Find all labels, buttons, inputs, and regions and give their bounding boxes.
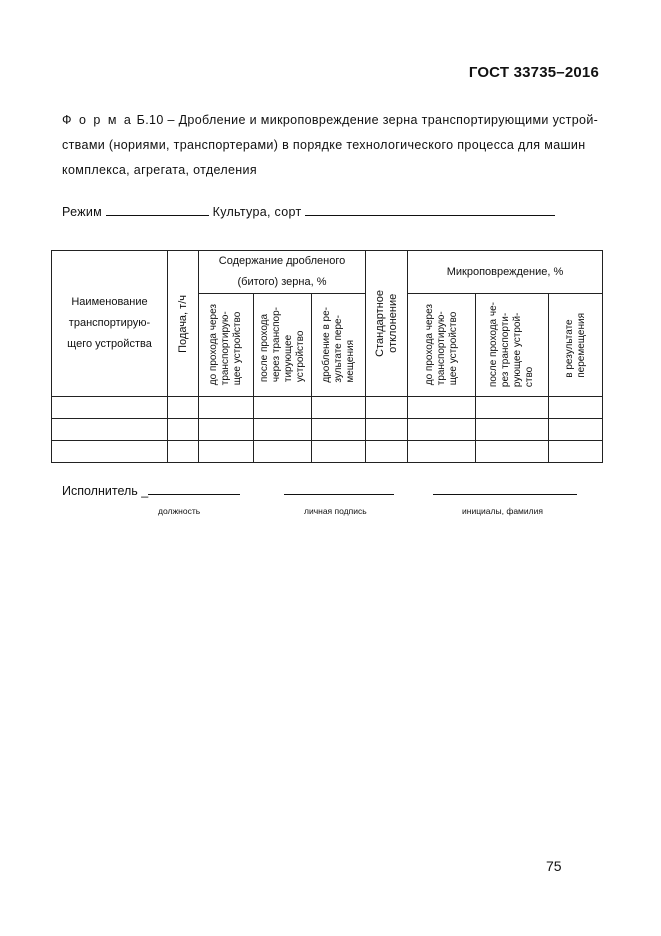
table-cell[interactable] — [254, 441, 312, 463]
culture-blank[interactable] — [305, 203, 555, 216]
signature-caption: личная подпись — [304, 506, 367, 516]
col-header-crushed-movement: дробление в ре- зультате пере- мещения — [312, 294, 366, 397]
culture-label: Культура, сорт — [212, 205, 302, 219]
form-table — [51, 250, 603, 463]
page-number: 75 — [546, 858, 562, 874]
table-cell[interactable] — [476, 419, 549, 441]
table-cell[interactable] — [549, 397, 603, 419]
table-cell[interactable] — [52, 419, 168, 441]
table-cell[interactable] — [476, 397, 549, 419]
col-header-feed: Подача, т/ч — [168, 251, 199, 397]
table-cell[interactable] — [366, 397, 408, 419]
executor-label: Исполнитель _ — [62, 484, 149, 498]
table-cell[interactable] — [254, 397, 312, 419]
signature-line — [62, 482, 577, 498]
signature-blank[interactable] — [284, 482, 394, 495]
col-header-micro-before: до прохода через транспортирую- щее устройство — [408, 294, 476, 397]
form-title-line-1-text: Б.10 – Дробление и микроповреждение зерна транспортирующими устрой- — [132, 113, 599, 127]
table-cell[interactable] — [254, 419, 312, 441]
form-title-line-2: ствами (нориями, транспортерами) в порядке технологического процесса для машин — [62, 138, 586, 152]
col-header-device-name: Наименование транспортирую- щего устройства — [52, 251, 168, 397]
col-header-micro-movement: в результате перемещения — [549, 294, 603, 397]
col-group-crushed: Содержание дробленого (битого) зерна, % — [199, 251, 366, 294]
table-row — [52, 419, 603, 441]
col-header-crushed-before: до прохода через транспортирую- щее устройство — [199, 294, 254, 397]
table-cell[interactable] — [408, 397, 476, 419]
col-header-crushed-after: после прохода через транспор- тирующее устройство — [254, 294, 312, 397]
form-title-line-3: комплекса, агрегата, отделения — [62, 163, 258, 177]
full-name-blank[interactable] — [433, 482, 577, 495]
position-blank[interactable] — [148, 482, 240, 495]
table-cell[interactable] — [408, 441, 476, 463]
table-cell[interactable] — [476, 441, 549, 463]
table-cell[interactable] — [312, 441, 366, 463]
table-cell[interactable] — [52, 441, 168, 463]
position-caption: должность — [158, 506, 201, 516]
form-prefix: Ф о р м а — [62, 113, 133, 127]
standard-code: ГОСТ 33735–2016 — [468, 64, 599, 81]
mode-blank[interactable] — [106, 203, 209, 216]
col-header-std-dev: Стандартное отклонение — [366, 251, 408, 397]
table-cell[interactable] — [168, 397, 199, 419]
table-cell[interactable] — [199, 397, 254, 419]
full-name-caption: инициалы, фамилия — [462, 506, 543, 516]
table-row — [52, 441, 603, 463]
table-cell[interactable] — [549, 441, 603, 463]
table-cell[interactable] — [312, 397, 366, 419]
table-cell[interactable] — [168, 441, 199, 463]
table-row — [52, 397, 603, 419]
table-cell[interactable] — [168, 419, 199, 441]
table-cell[interactable] — [199, 441, 254, 463]
table-cell[interactable] — [549, 419, 603, 441]
table-cell[interactable] — [366, 441, 408, 463]
table-cell[interactable] — [312, 419, 366, 441]
table-cell[interactable] — [199, 419, 254, 441]
mode-label: Режим — [62, 205, 103, 219]
table-cell[interactable] — [408, 419, 476, 441]
form-title-line-1 — [62, 108, 602, 133]
form-title — [62, 108, 602, 183]
table-cell[interactable] — [52, 397, 168, 419]
table-cell[interactable] — [366, 419, 408, 441]
col-header-micro-after: после прохода че- рез транспорти- рующее устрой- ство — [476, 294, 549, 397]
col-group-micro: Микроповреждение, % — [408, 251, 603, 294]
mode-culture-line — [62, 203, 555, 219]
